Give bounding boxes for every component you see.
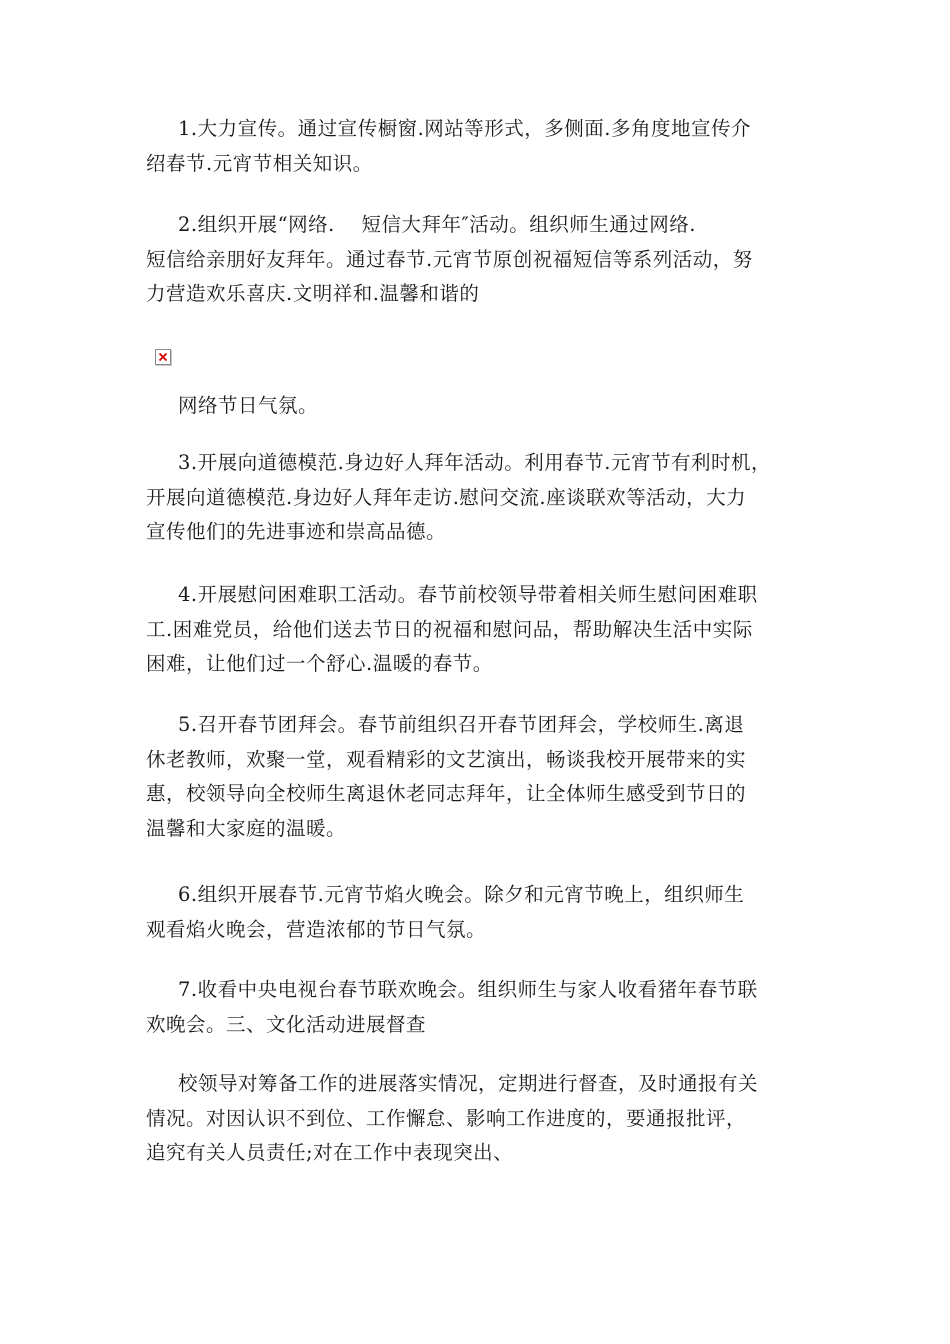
paragraph-line: 困难，让他们过一个舒心.温暖的春节。 [146,652,493,675]
paragraph-line: 2.组织开展“网络. 短信大拜年″活动。组织师生通过网络. [178,213,696,236]
paragraph-line: 7.收看中央电视台春节联欢晚会。组织师生与家人收看猪年春节联 [178,978,758,1001]
paragraph-4 [146,578,810,682]
paragraph-line: 力营造欢乐喜庆.文明祥和.温馨和谐的 [146,282,480,305]
paragraph-1 [146,112,810,181]
paragraph-7 [146,973,810,1042]
close-x-icon [159,353,167,361]
paragraph-line: 6.组织开展春节.元宵节焰火晚会。除夕和元宵节晚上，组织师生 [178,883,745,906]
broken-image-icon [155,349,171,365]
paragraph-8 [146,1067,810,1171]
paragraph-line: 观看焰火晚会，营造浓郁的节日气氛。 [146,917,487,941]
paragraph-line: 宣传他们的先进事迹和崇高品德。 [146,520,447,543]
paragraph-line: 情况。对因认识不到位、工作懈怠、影响工作进度的，要通报批评， [146,1106,747,1130]
paragraph-line: 5.召开春节团拜会。春节前组织召开春节团拜会，学校师生.离退 [178,713,745,736]
paragraph-line: 休老教师，欢聚一堂，观看精彩的文艺演出，畅谈我校开展带来的实 [146,747,747,771]
paragraph-line: 绍春节.元宵节相关知识。 [146,151,373,175]
paragraph-line: 短信给亲朋好友拜年。通过春节.元宵节原创祝福短信等系列活动，努 [146,247,753,271]
paragraph-2 [146,208,810,312]
paragraph-line: 网络节日气氛。 [178,394,319,417]
paragraph-2-continued [146,389,810,424]
paragraph-line: 温馨和大家庭的温暖。 [146,816,347,840]
paragraph-line: 4.开展慰问困难职工活动。春节前校领导带着相关师生慰问困难职 [178,583,758,606]
paragraph-5 [146,708,810,846]
paragraph-line: 3.开展向道德模范.身边好人拜年活动。利用春节.元宵节有利时机， [178,451,772,474]
paragraph-line: 1.大力宣传。通过宣传橱窗.网站等形式，多侧面.多角度地宣传介 [178,117,752,140]
paragraph-6 [146,878,810,947]
paragraph-line: 惠，校领导向全校师生离退休老同志拜年，让全体师生感受到节日的 [146,782,747,805]
paragraph-3 [146,446,810,550]
paragraph-line: 欢晚会。三、文化活动进展督查 [146,1012,427,1036]
paragraph-line: 开展向道德模范.身边好人拜年走访.慰问交流.座谈联欢等活动，大力 [146,485,747,509]
paragraph-line: 工.困难党员，给他们送去节日的祝福和慰问品，帮助解决生活中实际 [146,617,753,641]
paragraph-line: 校领导对筹备工作的进展落实情况，定期进行督查，及时通报有关 [178,1072,759,1095]
paragraph-line: 追究有关人员责任;对在工作中表现突出、 [146,1141,514,1164]
